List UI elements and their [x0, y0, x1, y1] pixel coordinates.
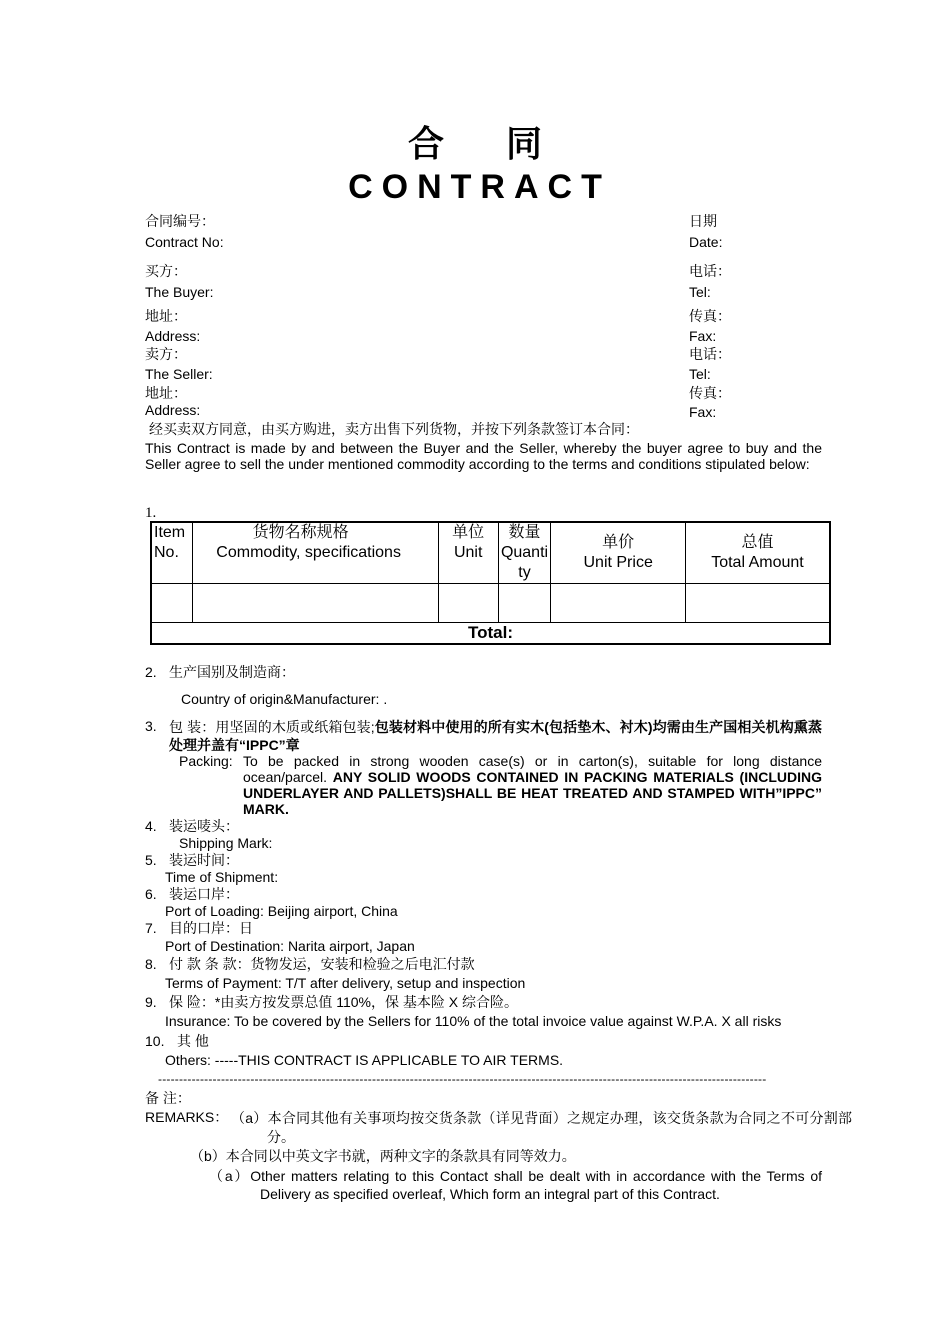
col-unit-price: [551, 522, 686, 584]
clause-5-en: Time of Shipment:: [165, 869, 279, 885]
col-total-amount: [685, 522, 830, 584]
seller-fax-label-cn: 传真：: [689, 385, 731, 401]
col-quantity-cn: 数量: [508, 524, 541, 541]
buyer-address-label: Address:: [145, 328, 201, 344]
col-unit-price-cn: 单价: [602, 534, 635, 551]
clause-7-cn: 目的口岸：日: [169, 920, 253, 936]
title-english: CONTRACT: [348, 168, 611, 206]
remarks-a-en: （a）Other matters relating to this Contact shall be dealt with in accordance with the Terms of Delivery as specified overleaf, Which form an integral part of this Contract.: [209, 1168, 822, 1202]
clause-4-number: 4.: [145, 818, 157, 834]
table-header-row: [151, 522, 830, 584]
col-item-label: Item: [154, 524, 186, 541]
divider: -------------------------------------------------------------------------------------------------------------------------------------------------: [158, 1072, 767, 1086]
clause-6-en: Port of Loading: Beijing airport, China: [165, 903, 398, 919]
remarks-a-cn: （a）本合同其他有关事项均按交货条款（详见背面）之规定办理，该交货条款为合同之不可分割部分。: [231, 1110, 852, 1145]
col-quantity-en: Quantity: [500, 544, 549, 581]
seller-tel-label: Tel:: [689, 366, 711, 382]
table-row: [151, 584, 830, 623]
table-cell: [193, 584, 438, 623]
section-number: 1.: [145, 505, 157, 521]
clause-10-cn: 其 他: [177, 1033, 209, 1049]
buyer-fax-label: Fax:: [689, 328, 717, 344]
clause-3-cn-bold: 包装材料中使用的所有实木(包括垫木、衬木)均需由生产国相关机构熏蒸处理并盖有“IPPC”章: [169, 719, 822, 753]
col-unit-en: Unit: [453, 544, 483, 561]
buyer-address-label-cn: 地址：: [145, 308, 187, 324]
seller-label: The Seller:: [145, 366, 213, 382]
seller-tel-label-cn: 电话：: [689, 346, 731, 362]
remarks-label-cn: 备 注：: [145, 1090, 191, 1106]
clause-3-cn: [169, 718, 822, 754]
table-cell: [498, 584, 551, 623]
total-label: Total:: [151, 623, 830, 645]
remarks-label: REMARKS：: [145, 1109, 229, 1125]
seller-address-label: Address:: [145, 402, 201, 418]
col-commodity: [193, 522, 438, 584]
contract-no-label-cn: 合同编号：: [145, 213, 215, 229]
col-commodity-cn: 货物名称规格: [252, 524, 349, 541]
clause-5-number: 5.: [145, 852, 157, 868]
clause-4-en: Shipping Mark:: [179, 835, 273, 851]
col-commodity-en: Commodity, specifications: [216, 544, 401, 561]
clause-7-en: Port of Destination: Narita airport, Japan: [165, 938, 415, 954]
remarks-b-cn: （b）本合同以中英文字书就，两种文字的条款具有同等效力。: [190, 1148, 576, 1164]
clause-9-cn: 保 险：*由卖方按发票总值 110%，保 基本险 X 综合险。: [169, 994, 519, 1010]
clause-7-number: 7.: [145, 920, 157, 936]
col-item-no: [151, 522, 193, 584]
clause-8-en: Terms of Payment: T/T after delivery, setup and inspection: [165, 975, 526, 991]
clause-3-en-bold: ANY SOLID WOODS CONTAINED IN PACKING MATERIALS (INCLUDING UNDERLAYER AND PALLETS)SHALL BE HEAT TREATED AND STAMPED WITH”IPPC” MARK.: [243, 769, 822, 817]
date-label: Date:: [689, 234, 723, 250]
buyer-tel-label: Tel:: [689, 284, 711, 300]
col-quantity: [498, 522, 551, 584]
buyer-fax-label-cn: 传真：: [689, 308, 731, 324]
clause-10-number: 10.: [145, 1033, 165, 1049]
table-cell: [551, 584, 686, 623]
col-total-amount-cn: 总值: [741, 534, 774, 551]
clause-9-number: 9.: [145, 994, 157, 1010]
buyer-label-cn: 买方：: [145, 263, 187, 279]
seller-fax-label: Fax:: [689, 404, 717, 420]
clause-4-cn: 装运唛头：: [169, 818, 239, 834]
clause-3-number: 3.: [145, 718, 157, 734]
clause-5-cn: 装运时间：: [169, 852, 239, 868]
table-cell: [151, 584, 193, 623]
intro-text-cn: 经买卖双方同意，由买方购进，卖方出售下列货物，并按下列条款签订本合同：: [149, 421, 639, 437]
table-cell: [438, 584, 498, 623]
table-total-row: [151, 623, 830, 645]
clause-2-cn: 生产国别及制造商：: [169, 664, 295, 680]
clause-10-en: Others: -----THIS CONTRACT IS APPLICABLE TO AIR TERMS.: [165, 1052, 564, 1068]
clause-6-number: 6.: [145, 886, 157, 902]
clause-2-en: Country of origin&Manufacturer: .: [181, 691, 388, 707]
clause-3-packing-label: Packing:: [179, 753, 233, 769]
clause-3-cn-text: 包 装：用坚固的木质或纸箱包装;: [169, 719, 375, 735]
seller-label-cn: 卖方：: [145, 346, 187, 362]
col-total-amount-en: Total Amount: [711, 554, 804, 571]
table-cell: [685, 584, 830, 623]
intro-text: This Contract is made by and between the Buyer and the Seller, whereby the buyer agree to buy and the Seller agree to sell the under mentioned commodity according to the terms and conditions stipulated below:: [145, 440, 822, 472]
seller-address-label-cn: 地址：: [145, 385, 187, 401]
clause-6-cn: 装运口岸：: [169, 886, 239, 902]
buyer-label: The Buyer:: [145, 284, 214, 300]
buyer-tel-label-cn: 电话：: [689, 263, 731, 279]
clause-9-en: Insurance: To be covered by the Sellers for 110% of the total invoice value against W.P.A. X all risks: [165, 1013, 782, 1029]
col-unit-cn: 单位: [452, 524, 485, 541]
clause-8-number: 8.: [145, 956, 157, 972]
clause-3-en: [243, 753, 822, 817]
date-label-cn: 日期: [689, 213, 717, 229]
col-no-label: No.: [154, 544, 179, 561]
goods-table: [150, 521, 831, 645]
contract-no-label: Contract No:: [145, 234, 224, 250]
col-unit: [438, 522, 498, 584]
clause-3-en-text: To be packed in strong wooden case(s) or in carton(s), suitable for long distance ocean/parcel.: [243, 753, 822, 785]
clause-2-number: 2.: [145, 664, 157, 680]
col-unit-price-en: Unit Price: [583, 554, 653, 571]
clause-8-cn: 付 款 条 款：货物发运，安装和检验之后电汇付款: [169, 956, 475, 972]
title-chinese: 合同: [407, 123, 604, 164]
